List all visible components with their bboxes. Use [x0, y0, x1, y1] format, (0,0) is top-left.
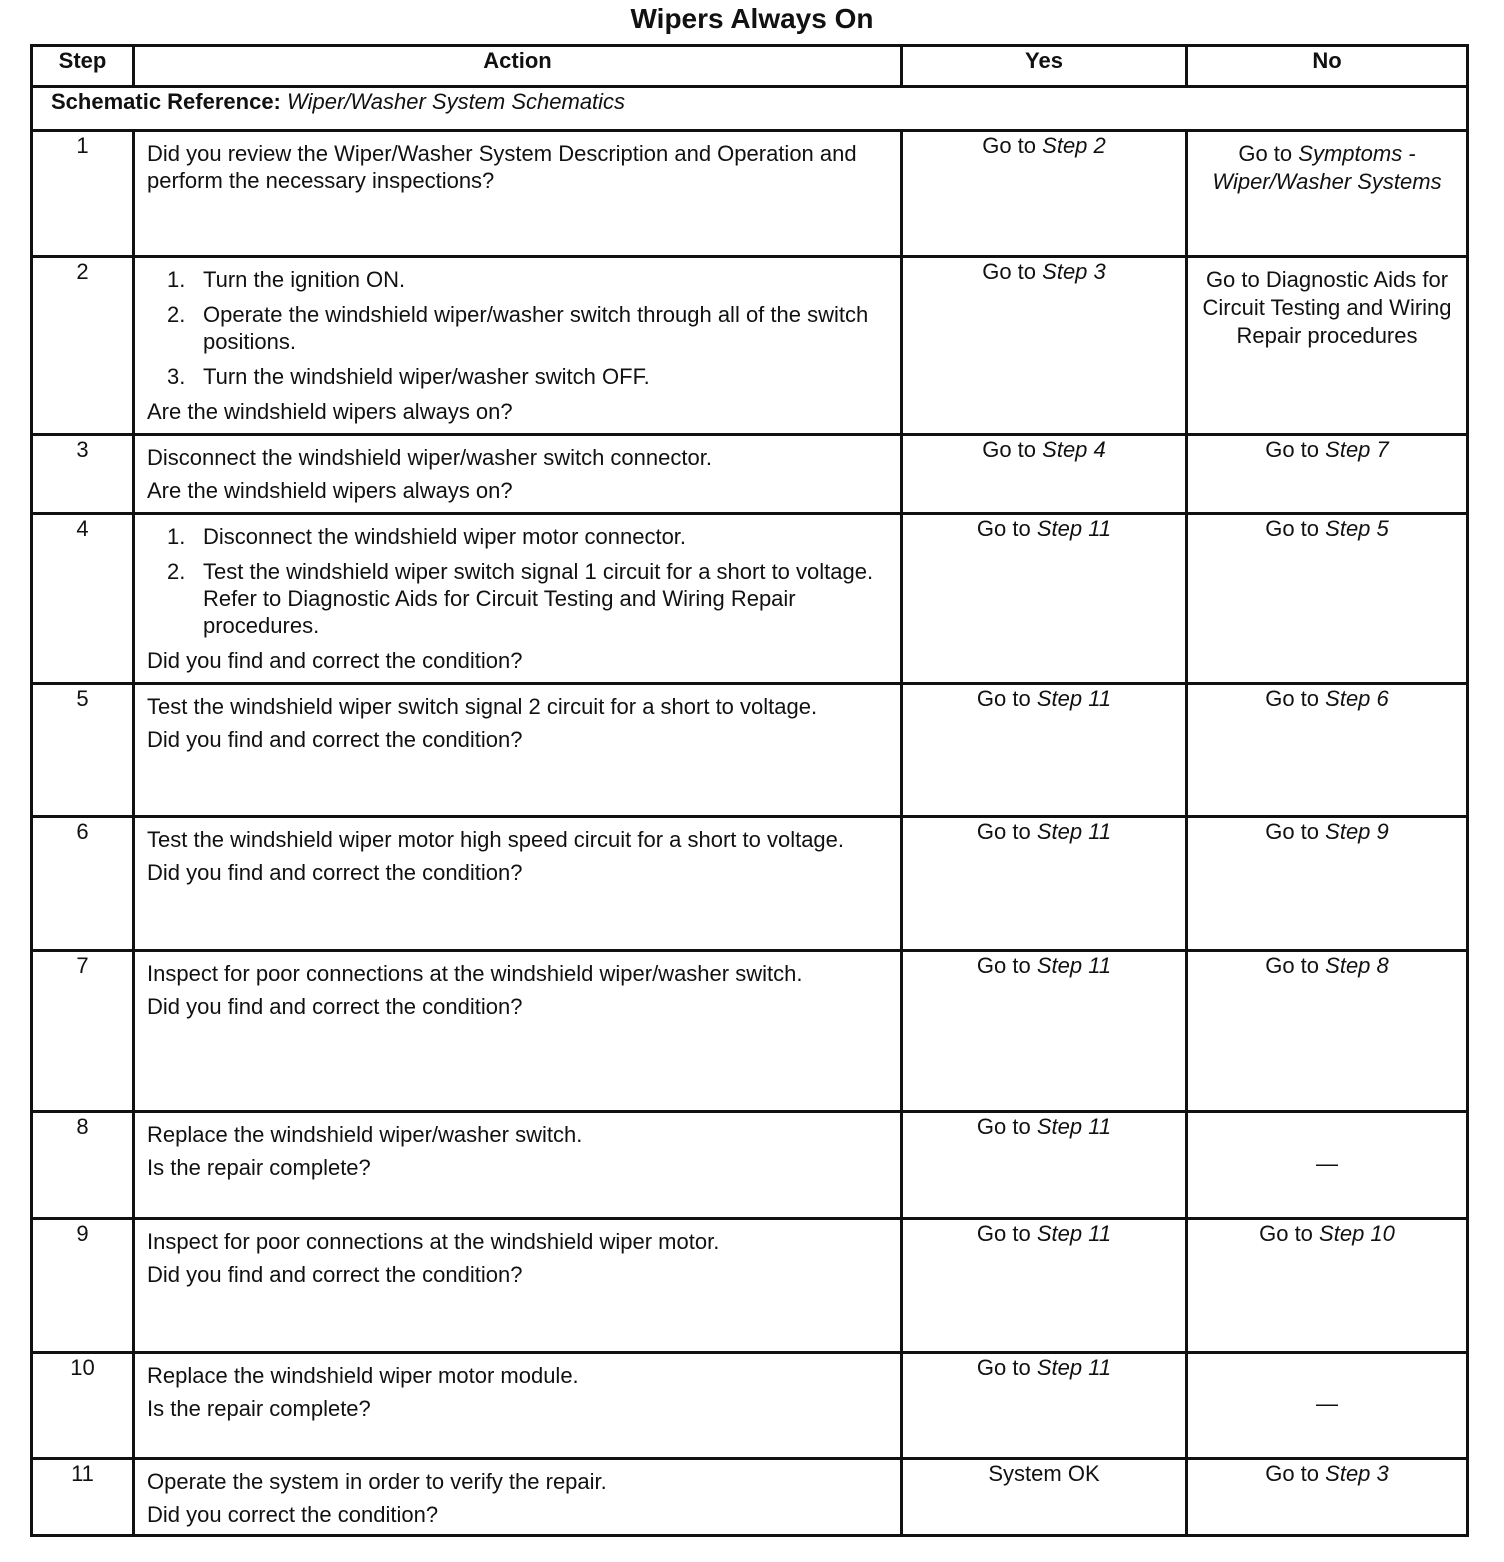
- table-row: [32, 817, 1468, 951]
- no-step-link[interactable]: Step 9: [1325, 819, 1389, 844]
- header-step: Step: [32, 46, 134, 87]
- table-row: [32, 1459, 1468, 1536]
- yes-prefix: Go to: [976, 516, 1031, 541]
- action-text: Replace the windshield wiper/washer switch.: [147, 1122, 583, 1147]
- action-cell: [134, 817, 902, 951]
- step-number: 4: [32, 514, 134, 684]
- yes-cell: [902, 1459, 1187, 1536]
- no-cell: [1187, 1353, 1468, 1459]
- yes-prefix: Go to: [976, 1221, 1031, 1246]
- no-step-link[interactable]: Step 5: [1325, 516, 1389, 541]
- action-question: Did you find and correct the condition?: [147, 860, 523, 885]
- no-cell: [1187, 817, 1468, 951]
- yes-prefix: Go to: [976, 819, 1031, 844]
- step-number: 1: [32, 131, 134, 257]
- yes-prefix: Go to: [976, 1355, 1031, 1380]
- action-text: Disconnect the windshield wiper/washer switch connector.: [147, 445, 712, 470]
- no-prefix: Go to: [1265, 1461, 1320, 1486]
- list-item: [167, 266, 888, 293]
- step-number: 7: [32, 951, 134, 1112]
- no-dash: —: [1316, 1391, 1338, 1416]
- no-step-link[interactable]: Step 7: [1325, 437, 1389, 462]
- step-number: 5: [32, 684, 134, 817]
- list-text: Turn the ignition ON.: [203, 267, 406, 292]
- schematic-reference: [32, 87, 1468, 131]
- no-prefix: Go to: [1265, 516, 1320, 541]
- action-question: Are the windshield wipers always on?: [147, 399, 513, 424]
- action-text: Did you review the Wiper/Washer System Description and Operation and perform the necessary inspections?: [147, 141, 857, 193]
- list-item: [167, 301, 888, 355]
- list-item: [167, 363, 888, 390]
- yes-cell: [902, 817, 1187, 951]
- yes-step-link[interactable]: Step 3: [1042, 259, 1106, 284]
- list-number: 2.: [167, 559, 186, 584]
- no-cell: [1187, 684, 1468, 817]
- header-yes: Yes: [902, 46, 1187, 87]
- step-number: 11: [32, 1459, 134, 1536]
- action-question: Did you find and correct the condition?: [147, 994, 523, 1019]
- action-text: Inspect for poor connections at the windshield wiper/washer switch.: [147, 961, 803, 986]
- action-text: Test the windshield wiper motor high speed circuit for a short to voltage.: [147, 827, 845, 852]
- no-step-link[interactable]: Step 10: [1319, 1221, 1395, 1246]
- action-cell: [134, 1219, 902, 1353]
- action-question: Did you find and correct the condition?: [147, 648, 523, 673]
- action-cell: [134, 1353, 902, 1459]
- step-number: 9: [32, 1219, 134, 1353]
- yes-cell: [902, 1112, 1187, 1219]
- yes-step-link[interactable]: Step 11: [1036, 819, 1112, 844]
- step-number: 10: [32, 1353, 134, 1459]
- header-no: No: [1187, 46, 1468, 87]
- yes-step-link[interactable]: Step 11: [1036, 1114, 1112, 1139]
- yes-step-link[interactable]: Step 11: [1036, 516, 1112, 541]
- no-cell: [1187, 1112, 1468, 1219]
- no-step-link[interactable]: Step 8: [1325, 953, 1389, 978]
- list-number: 2.: [167, 302, 186, 327]
- yes-cell: [902, 514, 1187, 684]
- action-question: Is the repair complete?: [147, 1155, 371, 1180]
- yes-system-ok: System OK: [988, 1461, 1100, 1486]
- no-diagnostic-aids-link[interactable]: Go to Diagnostic Aids for Circuit Testing and Wiring Repair procedures: [1202, 267, 1452, 348]
- action-cell: [134, 951, 902, 1112]
- no-cell: [1187, 514, 1468, 684]
- action-cell: [134, 514, 902, 684]
- yes-step-link[interactable]: Step 4: [1042, 437, 1106, 462]
- action-question: Did you correct the condition?: [147, 1502, 439, 1527]
- no-dash: —: [1316, 1150, 1338, 1176]
- table-row: [32, 1353, 1468, 1459]
- yes-prefix: Go to: [982, 133, 1037, 158]
- yes-cell: [902, 257, 1187, 435]
- no-prefix: Go to: [1265, 953, 1320, 978]
- no-prefix: Go to: [1238, 141, 1293, 166]
- list-number: 3.: [167, 364, 186, 389]
- yes-prefix: Go to: [976, 1114, 1031, 1139]
- table-row: [32, 1219, 1468, 1353]
- yes-step-link[interactable]: Step 11: [1036, 953, 1112, 978]
- header-action: Action: [134, 46, 902, 87]
- no-prefix: Go to: [1265, 819, 1320, 844]
- table-row: [32, 514, 1468, 684]
- step-number: 6: [32, 817, 134, 951]
- table-row: [32, 684, 1468, 817]
- no-cell: [1187, 131, 1468, 257]
- no-cell: [1187, 257, 1468, 435]
- step-number: 3: [32, 435, 134, 514]
- header-row: [32, 46, 1468, 87]
- schematic-reference-link[interactable]: Wiper/Washer System Schematics: [287, 89, 626, 114]
- action-question: Is the repair complete?: [147, 1396, 371, 1421]
- action-cell: [134, 131, 902, 257]
- list-text: Test the windshield wiper switch signal 1 circuit for a short to voltage. Refer to Diagnostic Aids for Circuit Testing and Wiring Repair procedures.: [203, 559, 874, 638]
- page-title: Wipers Always On: [630, 3, 874, 34]
- list-text: Disconnect the windshield wiper motor connector.: [203, 524, 687, 549]
- yes-step-link[interactable]: Step 2: [1042, 133, 1106, 158]
- action-question: Did you find and correct the condition?: [147, 727, 523, 752]
- step-number: 8: [32, 1112, 134, 1219]
- table-row: [32, 257, 1468, 435]
- yes-prefix: Go to: [982, 259, 1037, 284]
- yes-prefix: Go to: [976, 686, 1031, 711]
- yes-step-link[interactable]: Step 11: [1036, 1355, 1112, 1380]
- list-text: Turn the windshield wiper/washer switch OFF.: [203, 364, 650, 389]
- yes-cell: [902, 951, 1187, 1112]
- no-cell: [1187, 1459, 1468, 1536]
- action-cell: [134, 1112, 902, 1219]
- action-list: [147, 266, 888, 390]
- action-cell: [134, 1459, 902, 1536]
- yes-cell: [902, 1353, 1187, 1459]
- list-item: [167, 558, 888, 639]
- yes-cell: [902, 435, 1187, 514]
- action-list: [147, 523, 888, 639]
- action-text: Inspect for poor connections at the windshield wiper motor.: [147, 1229, 720, 1254]
- action-cell: [134, 684, 902, 817]
- table-row: [32, 1112, 1468, 1219]
- no-prefix: Go to: [1259, 1221, 1313, 1246]
- schematic-reference-row: [32, 87, 1468, 131]
- action-cell: [134, 257, 902, 435]
- action-text: Operate the system in order to verify the repair.: [147, 1469, 607, 1494]
- yes-cell: [902, 684, 1187, 817]
- action-question: Are the windshield wipers always on?: [147, 478, 513, 503]
- no-prefix: Go to: [1265, 437, 1320, 462]
- no-step-link[interactable]: Step 6: [1325, 686, 1389, 711]
- no-symptoms-link[interactable]: Symptoms - Wiper/Washer Systems: [1212, 141, 1442, 194]
- action-cell: [134, 435, 902, 514]
- yes-cell: [902, 1219, 1187, 1353]
- action-text: Test the windshield wiper switch signal 2 circuit for a short to voltage.: [147, 694, 818, 719]
- table-row: [32, 435, 1468, 514]
- list-number: 1.: [167, 524, 186, 549]
- diagnostic-table: [30, 44, 1469, 1537]
- no-prefix: Go to: [1265, 686, 1320, 711]
- schematic-reference-label: Schematic Reference:: [51, 89, 281, 114]
- yes-step-link[interactable]: Step 11: [1036, 686, 1112, 711]
- no-cell: [1187, 951, 1468, 1112]
- yes-prefix: Go to: [976, 953, 1031, 978]
- list-text: Operate the windshield wiper/washer switch through all of the switch positions.: [203, 302, 869, 354]
- no-step-link[interactable]: Step 3: [1325, 1461, 1389, 1486]
- step-number: 2: [32, 257, 134, 435]
- action-text: Replace the windshield wiper motor module.: [147, 1363, 579, 1388]
- table-row: [32, 951, 1468, 1112]
- action-question: Did you find and correct the condition?: [147, 1262, 523, 1287]
- no-cell: [1187, 1219, 1468, 1353]
- yes-cell: [902, 131, 1187, 257]
- no-cell: [1187, 435, 1468, 514]
- table-row: [32, 131, 1468, 257]
- list-item: [167, 523, 888, 550]
- yes-prefix: Go to: [982, 437, 1037, 462]
- list-number: 1.: [167, 267, 186, 292]
- yes-step-link[interactable]: Step 11: [1036, 1221, 1112, 1246]
